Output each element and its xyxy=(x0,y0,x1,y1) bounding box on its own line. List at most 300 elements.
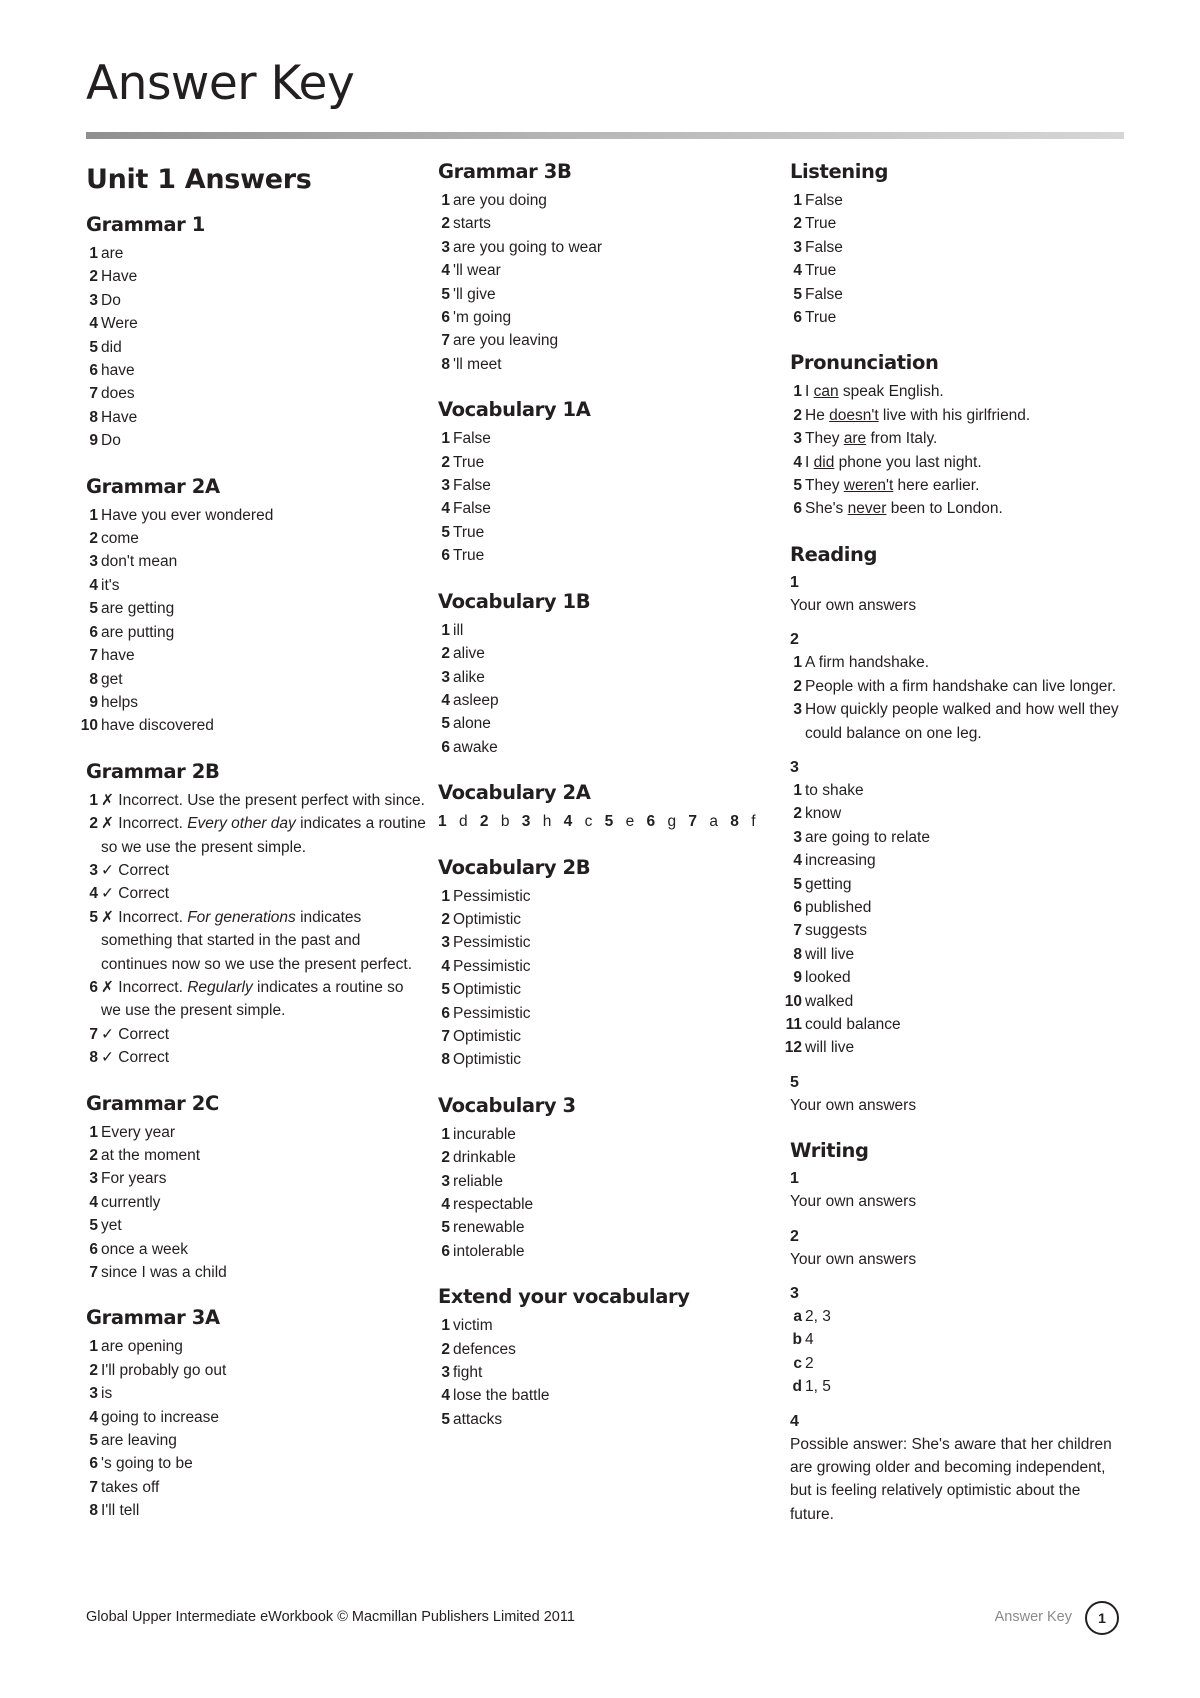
answer-list xyxy=(86,1335,426,1522)
answer-number: 3 xyxy=(89,553,98,571)
answer-item xyxy=(86,1144,426,1167)
answer-section xyxy=(438,1285,778,1431)
answer-list xyxy=(784,779,1124,1060)
answer-text: 's going to be xyxy=(101,1455,193,1473)
answer-text: Optimistic xyxy=(453,1051,522,1069)
answer-number: 2 xyxy=(441,453,450,471)
answer-number: 6 xyxy=(441,309,450,327)
answer-text: False xyxy=(453,500,491,518)
section-heading: Writing xyxy=(790,1139,869,1163)
answer-text: attacks xyxy=(453,1410,503,1428)
answer-text: awake xyxy=(453,738,498,756)
answer-number: 5 xyxy=(793,477,802,495)
column-2 xyxy=(438,160,778,1453)
exercise-block xyxy=(784,757,1124,1060)
answer-item xyxy=(790,451,1124,474)
answer-number: 3 xyxy=(89,1170,98,1188)
answer-text: yet xyxy=(101,1217,122,1235)
answer-list xyxy=(790,189,1124,329)
answer-text: respectable xyxy=(453,1196,534,1213)
answer-number: 5 xyxy=(441,285,450,303)
answer-item xyxy=(438,1314,778,1337)
answer-text: ✓ Correct xyxy=(101,885,170,903)
answer-item xyxy=(785,1013,1124,1036)
answer-number: 1 xyxy=(89,506,98,524)
answer-number: 7 xyxy=(89,1478,98,1496)
answer-item xyxy=(438,955,778,978)
answer-number: 10 xyxy=(80,717,98,735)
answer-text: going to increase xyxy=(101,1408,220,1426)
answer-text: starts xyxy=(453,215,491,233)
answer-item xyxy=(438,283,778,306)
answer-number: 6 xyxy=(441,1242,450,1260)
section-heading: Vocabulary 1B xyxy=(438,589,591,613)
answer-number: 12 xyxy=(784,1039,802,1057)
answer-number: 3 xyxy=(793,828,802,846)
answer-text: How quickly people walked and how well they could balance on one leg. xyxy=(805,701,1119,742)
answer-text: have xyxy=(101,647,135,665)
answer-item xyxy=(86,1476,426,1499)
answer-text: He xyxy=(805,406,830,424)
answer-number: 3 xyxy=(793,238,802,256)
answer-text: Pessimistic xyxy=(453,1004,531,1022)
answer-text: come xyxy=(101,530,139,548)
answer-item xyxy=(438,189,778,212)
answer-number: 1 xyxy=(793,654,802,672)
answer-section xyxy=(790,160,1124,329)
answer-text: A firm handshake. xyxy=(805,654,930,672)
answer-item xyxy=(438,236,778,259)
answer-text: Optimistic xyxy=(453,1027,522,1045)
answer-number: 1 xyxy=(441,621,450,639)
answer-list xyxy=(86,789,426,1070)
exercise-block xyxy=(790,1411,1124,1527)
answer-number: 5 xyxy=(89,1432,98,1450)
section-heading: Vocabulary 2B xyxy=(438,855,591,879)
answer-number: 9 xyxy=(89,432,98,450)
answer-item xyxy=(86,242,426,265)
answer-number: 2 xyxy=(441,1340,450,1358)
exercise-answer: Your own answers xyxy=(790,1250,917,1268)
match-number: 5 xyxy=(604,813,615,831)
exercise-number: 1 xyxy=(790,573,799,591)
answer-number: 3 xyxy=(441,477,450,495)
answer-text: are putting xyxy=(101,623,175,641)
answer-item xyxy=(438,451,778,474)
answer-number: 2 xyxy=(793,805,802,823)
section-heading: Grammar 2B xyxy=(86,759,220,783)
answer-number: 1 xyxy=(441,192,450,209)
answer-text: Have xyxy=(101,268,138,286)
answer-number: 5 xyxy=(793,875,802,893)
answer-number: 6 xyxy=(441,1004,450,1022)
answer-text: False xyxy=(805,285,843,303)
answer-text: 1, 5 xyxy=(805,1378,831,1396)
answer-item xyxy=(86,691,426,714)
answer-text: are getting xyxy=(101,600,175,618)
answer-text: are going to relate xyxy=(805,828,930,846)
answer-item xyxy=(86,1238,426,1261)
answer-number: 2 xyxy=(441,910,450,928)
answer-number: 5 xyxy=(441,715,450,733)
answer-item xyxy=(438,1216,778,1239)
answer-item xyxy=(438,1338,778,1361)
answer-section xyxy=(438,856,778,1072)
answer-number: d xyxy=(792,1378,802,1396)
match-letter: e xyxy=(625,813,636,831)
exercise-number: 3 xyxy=(790,1285,799,1302)
answer-number: 5 xyxy=(89,338,98,356)
answer-text: victim xyxy=(453,1317,493,1335)
answer-text: Pessimistic xyxy=(453,957,531,975)
answer-text: know xyxy=(805,805,842,823)
answer-text: alive xyxy=(453,645,485,663)
answer-text-cont: speak English. xyxy=(838,383,944,401)
answer-number: 3 xyxy=(793,430,802,448)
answer-item xyxy=(86,906,426,976)
answer-text: published xyxy=(805,898,872,916)
answer-item xyxy=(86,1499,426,1522)
answer-item xyxy=(86,312,426,335)
answer-number: 1 xyxy=(89,1338,98,1356)
answer-text: True xyxy=(805,309,837,327)
answer-text: False xyxy=(805,238,843,256)
answer-item xyxy=(790,826,1124,849)
answer-number: 1 xyxy=(441,887,450,905)
answer-number: 3 xyxy=(441,668,450,686)
answer-text: increasing xyxy=(805,852,876,870)
match-number: 1 xyxy=(438,813,448,831)
answer-text: will live xyxy=(805,945,855,963)
answer-text: Pessimistic xyxy=(453,934,531,952)
answer-number: 8 xyxy=(89,1049,98,1067)
answer-number: 11 xyxy=(785,1015,802,1033)
answer-number: 8 xyxy=(441,355,450,373)
answer-emphasis: For generations xyxy=(187,908,296,926)
exercise-block xyxy=(790,629,1124,745)
exercise-block xyxy=(790,1168,1124,1213)
answer-section xyxy=(438,590,778,759)
answer-text: get xyxy=(101,670,123,688)
answer-item xyxy=(86,1167,426,1190)
answer-item xyxy=(86,812,426,859)
answer-number: 6 xyxy=(793,500,802,518)
answer-underlined: weren't xyxy=(843,477,894,495)
answer-underlined: doesn't xyxy=(829,406,879,424)
section-heading: Reading xyxy=(790,542,878,566)
match-letter: g xyxy=(667,813,678,831)
answer-item xyxy=(790,779,1124,802)
answer-item xyxy=(86,336,426,359)
answer-text: Have xyxy=(101,408,138,426)
answer-item xyxy=(86,644,426,667)
answer-list xyxy=(438,1123,778,1263)
answer-section xyxy=(80,474,426,738)
answer-item xyxy=(86,597,426,620)
section-heading: Vocabulary 1A xyxy=(438,398,591,422)
answer-number: 2 xyxy=(793,215,802,233)
match-letter: f xyxy=(751,813,757,831)
answer-number: 2 xyxy=(89,815,98,833)
answer-item xyxy=(438,1025,778,1048)
answer-item xyxy=(86,429,426,452)
answer-text-cont: phone you last night. xyxy=(834,453,982,471)
answer-text: are you leaving xyxy=(453,332,559,350)
match-number: 4 xyxy=(563,813,574,831)
answer-number: 9 xyxy=(793,969,802,987)
answer-section xyxy=(86,760,426,1070)
answer-number: 6 xyxy=(793,898,802,916)
answer-item xyxy=(790,849,1124,872)
answer-list xyxy=(438,427,778,567)
answer-text: currently xyxy=(101,1193,161,1211)
answer-item xyxy=(86,1429,426,1452)
answer-text: renewable xyxy=(453,1219,525,1237)
answer-text: 'll wear xyxy=(453,262,501,280)
exercise-block xyxy=(790,572,1124,617)
answer-text: ✗ Incorrect. xyxy=(101,908,188,926)
section-heading: Extend your vocabulary xyxy=(438,1285,690,1309)
unit-title: Unit 1 Answers xyxy=(86,164,312,195)
answer-underlined: never xyxy=(847,500,887,518)
exercise-number: 4 xyxy=(790,1412,799,1430)
answer-section xyxy=(438,781,778,833)
answer-text: ✗ Incorrect. xyxy=(101,815,188,833)
answer-section xyxy=(790,351,1124,520)
answer-item xyxy=(438,329,778,352)
answer-number: 6 xyxy=(441,738,450,756)
answer-number: 2 xyxy=(89,1147,98,1164)
answer-number: 5 xyxy=(441,1410,450,1428)
answer-text: intolerable xyxy=(453,1242,525,1260)
match-number: 2 xyxy=(479,813,490,831)
answer-item xyxy=(438,1002,778,1025)
answer-number: 4 xyxy=(793,262,802,280)
answer-item xyxy=(86,859,426,882)
answer-number: 7 xyxy=(89,1025,98,1043)
answer-number: 2 xyxy=(793,406,802,424)
answer-item xyxy=(790,873,1124,896)
answer-text: fight xyxy=(453,1364,483,1382)
answer-emphasis: Regularly xyxy=(187,978,253,996)
answer-number: 6 xyxy=(89,978,98,996)
answer-item xyxy=(86,1023,426,1046)
answer-text: are you going to wear xyxy=(453,238,603,256)
answer-item xyxy=(86,621,426,644)
answer-emphasis: Every other day xyxy=(187,815,296,833)
answer-underlined: can xyxy=(813,383,839,401)
section-heading: Vocabulary 2A xyxy=(438,781,591,805)
answer-number: 2 xyxy=(441,215,450,233)
answer-number: 8 xyxy=(89,670,98,688)
exercise-answer: Your own answers xyxy=(790,596,917,614)
answer-text: False xyxy=(453,477,491,495)
answer-text: 4 xyxy=(805,1331,814,1349)
answer-item xyxy=(438,689,778,712)
answer-text: People with a firm handshake can live longer. xyxy=(805,677,1117,695)
answer-item xyxy=(790,306,1124,329)
answer-item xyxy=(790,189,1124,212)
answer-number: 9 xyxy=(89,693,98,711)
answer-item xyxy=(438,885,778,908)
answer-number: 3 xyxy=(89,861,98,879)
answer-text-cont: from Italy. xyxy=(866,430,938,448)
answer-item xyxy=(438,1193,778,1216)
answer-number: 7 xyxy=(89,385,98,403)
answer-text: drinkable xyxy=(453,1149,516,1167)
answer-list xyxy=(790,1305,1124,1399)
answer-text: are leaving xyxy=(101,1432,177,1450)
answer-text-cont: indicates a routine so we use the present simple. xyxy=(101,978,404,1020)
match-letter: c xyxy=(584,813,594,831)
answer-text: takes off xyxy=(101,1478,160,1496)
answer-text-cont: indicates something that started in the past and continues now so we use the present perfect. xyxy=(101,908,413,973)
answer-number: 6 xyxy=(89,362,98,380)
answer-text: are you doing xyxy=(453,192,547,209)
answer-number: 1 xyxy=(441,1125,450,1143)
answer-list xyxy=(80,504,426,738)
answer-number: 5 xyxy=(441,523,450,541)
answer-underlined: did xyxy=(813,453,835,471)
answer-item xyxy=(438,1123,778,1146)
answer-number: 2 xyxy=(441,1149,450,1167)
answer-number: 2 xyxy=(793,677,802,695)
answer-text: 'm going xyxy=(453,309,512,327)
answer-item xyxy=(86,574,426,597)
answer-number: 5 xyxy=(89,600,98,618)
answer-item xyxy=(790,919,1124,942)
answer-list xyxy=(86,1121,426,1285)
exercise-number: 3 xyxy=(790,758,799,776)
answer-number: 1 xyxy=(441,1317,450,1335)
answer-item xyxy=(438,1408,778,1431)
answer-number: 4 xyxy=(441,957,450,975)
answer-number: 7 xyxy=(441,332,450,350)
answer-text: getting xyxy=(805,875,852,893)
answer-text: True xyxy=(453,547,485,565)
answer-text: once a week xyxy=(101,1240,189,1258)
answer-text: looked xyxy=(805,969,851,987)
answer-number: 1 xyxy=(89,1123,98,1141)
answer-item xyxy=(438,353,778,376)
answer-item xyxy=(438,712,778,735)
answer-number: 1 xyxy=(793,781,802,799)
answer-item xyxy=(438,1146,778,1169)
answer-text: Do xyxy=(101,432,121,450)
answer-section xyxy=(438,398,778,567)
answer-item xyxy=(438,497,778,520)
answer-number: 7 xyxy=(793,922,802,940)
exercise-block xyxy=(790,1072,1124,1117)
answer-number: 3 xyxy=(89,291,98,309)
answer-item xyxy=(790,404,1124,427)
answer-text: are xyxy=(101,245,124,262)
answer-number: 4 xyxy=(793,852,802,870)
answer-item xyxy=(86,527,426,550)
answer-number: c xyxy=(793,1354,802,1372)
answer-text: Have you ever wondered xyxy=(101,506,274,524)
answer-number: 3 xyxy=(793,701,802,719)
title-rule xyxy=(86,132,1124,139)
answer-item xyxy=(790,896,1124,919)
section-heading: Vocabulary 3 xyxy=(438,1093,576,1117)
answer-item xyxy=(438,978,778,1001)
answer-text: For years xyxy=(101,1170,167,1188)
answer-item xyxy=(86,789,426,812)
answer-number: 4 xyxy=(793,453,802,471)
answer-item xyxy=(86,1214,426,1237)
answer-item xyxy=(86,504,426,527)
column-3 xyxy=(784,160,1124,1548)
answer-text: alike xyxy=(453,668,485,686)
answer-text: She's xyxy=(805,500,848,518)
answer-text: They xyxy=(805,430,844,448)
answer-text: 2 xyxy=(805,1354,814,1372)
answer-section xyxy=(86,213,426,453)
match-letter: b xyxy=(500,813,511,831)
answer-list xyxy=(438,1314,778,1431)
answer-number: 2 xyxy=(441,645,450,663)
answer-text-cont: here earlier. xyxy=(893,477,980,495)
answer-number: 4 xyxy=(89,576,98,594)
answer-item xyxy=(86,359,426,382)
answer-text: are opening xyxy=(101,1338,183,1356)
section-heading: Grammar 3B xyxy=(438,160,572,183)
answer-text: alone xyxy=(453,715,491,733)
answer-text: is xyxy=(101,1385,113,1403)
answer-text: incurable xyxy=(453,1125,516,1143)
footer-publisher: Global Upper Intermediate eWorkbook © Macmillan Publishers Limited 2011 xyxy=(86,1609,575,1625)
answer-text: it's xyxy=(101,576,120,594)
answer-number: 5 xyxy=(441,981,450,999)
answer-item xyxy=(790,497,1124,520)
answer-item xyxy=(790,802,1124,825)
answer-item xyxy=(790,1305,1124,1328)
answer-item xyxy=(790,943,1124,966)
answer-item xyxy=(86,265,426,288)
section-heading: Listening xyxy=(790,160,889,183)
answer-item xyxy=(86,1261,426,1284)
answer-text: could balance xyxy=(805,1015,901,1033)
answer-text: suggests xyxy=(805,922,868,940)
answer-item xyxy=(790,380,1124,403)
answer-underlined: are xyxy=(843,430,867,448)
answer-list xyxy=(790,651,1124,745)
answer-list xyxy=(86,242,426,453)
answer-item xyxy=(86,1452,426,1475)
answer-text: ill xyxy=(453,621,464,639)
answer-text: I'll probably go out xyxy=(101,1361,227,1379)
answer-item xyxy=(790,283,1124,306)
answer-text: helps xyxy=(101,693,139,711)
answer-item xyxy=(86,882,426,905)
matching-answers xyxy=(438,810,778,833)
answer-text: ✗ Incorrect. Use the present perfect with since. xyxy=(101,791,425,809)
answer-number: 8 xyxy=(89,408,98,426)
answer-text: ✓ Correct xyxy=(101,1049,170,1067)
answer-number: a xyxy=(793,1308,802,1325)
answer-list xyxy=(438,619,778,759)
answer-item xyxy=(86,1382,426,1405)
answer-number: 7 xyxy=(89,1264,98,1282)
answer-number: 5 xyxy=(793,285,802,303)
answer-text: does xyxy=(101,385,135,403)
answer-item xyxy=(86,1359,426,1382)
answer-number: 3 xyxy=(441,1172,450,1190)
answer-item xyxy=(86,289,426,312)
answer-item xyxy=(784,990,1124,1013)
answer-text: They xyxy=(805,477,844,495)
